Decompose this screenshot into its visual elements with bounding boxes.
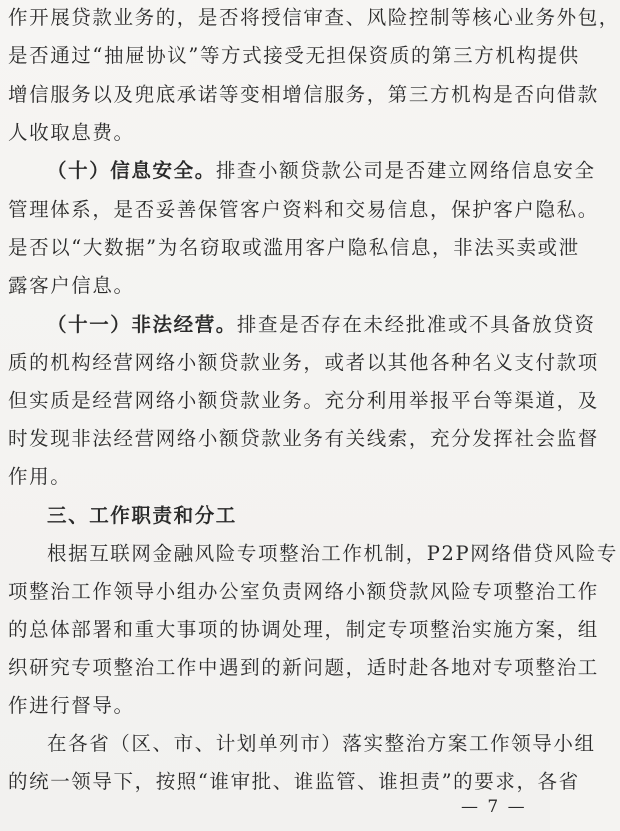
section-3-para-1-line-3: 的总体部署和重大事项的协调处理，制定专项整治实施方案，组	[8, 618, 599, 641]
paragraph-1-line-1: 作开展贷款业务的，是否将授信审查、风险控制等核心业务外包，	[8, 6, 620, 29]
section-3-heading: 三、工作职责和分工	[47, 504, 237, 527]
section-10-line-3: 是否以“大数据”为名窃取或滥用客户隐私信息，非法买卖或泄	[8, 236, 580, 259]
section-10-line-1	[47, 156, 596, 186]
section-3-para-1-line-2: 项整治工作领导小组办公室负责网络小额贷款风险专项整治工作	[8, 580, 599, 603]
section-11-line-1	[47, 310, 596, 340]
paragraph-1-line-3: 增信服务以及兜底承诺等变相增信服务，第三方机构是否向借款	[8, 83, 599, 106]
page-number: — 7 —	[461, 797, 527, 817]
paragraph-1-line-2: 是否通过“抽屉协议”等方式接受无担保资质的第三方机构提供	[8, 44, 580, 67]
section-3-para-2-line-2: 的统一领导下，按照“谁审批、谁监管、谁担责”的要求，各省	[8, 770, 580, 793]
section-3-para-2-line-1: 在各省（区、市、计划单列市）落实整治方案工作领导小组	[47, 732, 596, 755]
section-11-line-2: 质的机构经营网络小额贷款业务，或者以其他各种名义支付款项	[8, 351, 599, 374]
section-10-line-4: 露客户信息。	[8, 274, 135, 297]
section-11-line-5: 作用。	[8, 465, 72, 488]
section-3-para-1-line-1: 根据互联网金融风险专项整治工作机制，P2P网络借贷风险专	[47, 542, 618, 565]
section-10-heading: （十）信息安全。	[47, 159, 216, 182]
paragraph-1-line-4: 人收取息费。	[8, 121, 135, 144]
section-11-line-1-text: 排查是否存在未经批准或不具备放贷资	[236, 313, 596, 336]
section-3-para-1-line-5: 作进行督导。	[8, 694, 135, 717]
section-10-line-2: 管理体系，是否妥善保管客户资料和交易信息，保护客户隐私。	[8, 198, 599, 221]
section-10-line-1-text: 排查小额贷款公司是否建立网络信息安全	[215, 159, 596, 182]
section-11-line-4: 时发现非法经营网络小额贷款业务有关线索，充分发挥社会监督	[8, 427, 599, 450]
section-11-line-3: 但实质是经营网络小额贷款业务。充分利用举报平台等渠道，及	[8, 389, 599, 412]
section-3-para-1-line-4: 织研究专项整治工作中遇到的新问题，适时赴各地对专项整治工	[8, 656, 599, 679]
section-11-heading: （十一）非法经营。	[47, 313, 237, 336]
